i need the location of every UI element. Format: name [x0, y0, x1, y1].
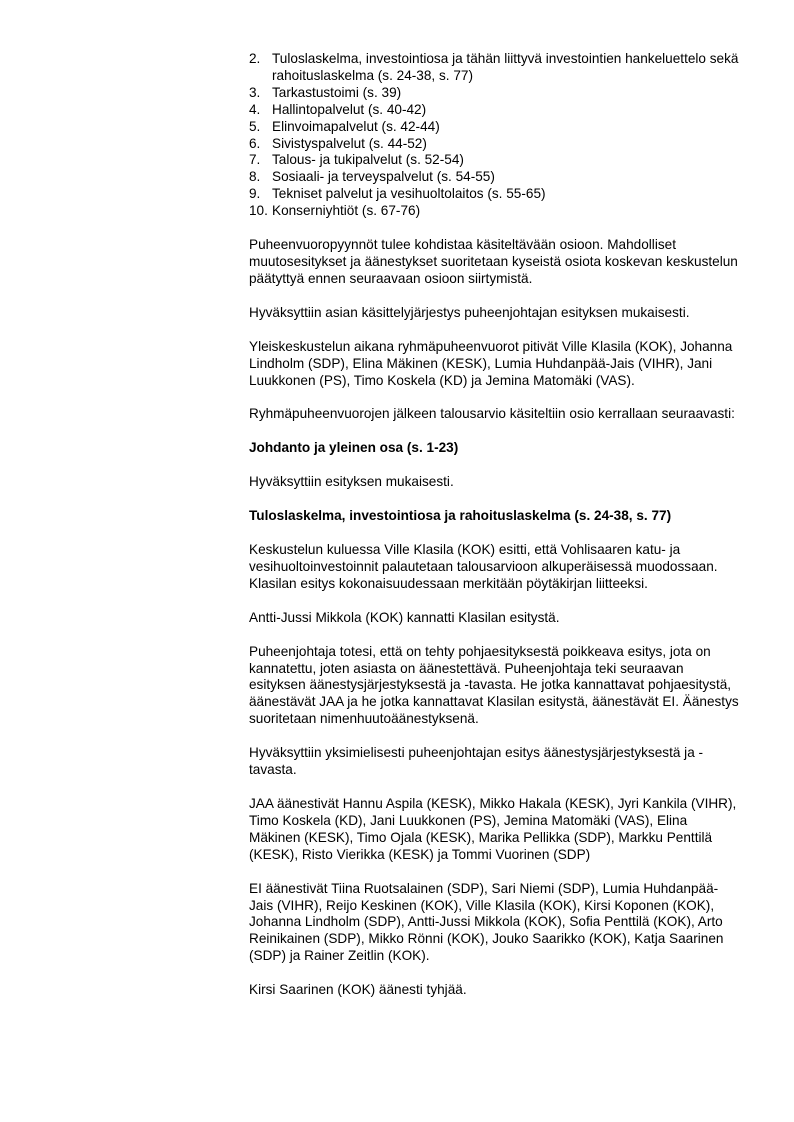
- list-item: [249, 136, 739, 153]
- paragraph-blank-vote: Kirsi Saarinen (KOK) äänesti tyhjää.: [249, 982, 467, 998]
- paragraph-order-approved: Hyväksyttiin asian käsittelyjärjestys puheenjohtajan esityksen mukaisesti.: [249, 304, 690, 320]
- list-item: [249, 119, 739, 136]
- list-item: [249, 85, 739, 102]
- paragraph-yes-votes: JAA äänestivät Hannu Aspila (KESK), Mikko Hakala (KESK), Jyri Kankila (VIHR), Timo Koskela (KD), Jani Luukkonen (PS), Jemina Matomäki (VAS), Elina Mäkinen (KESK), Timo Ojala (KESK), Marika Pellikka (SDP), Markku Penttilä (KESK), Risto Vierikka (KESK) ja Tommi Vuorinen (SDP): [249, 796, 737, 862]
- list-item: [249, 152, 739, 169]
- list-item: [249, 169, 739, 186]
- paragraph-group-speeches: Yleiskeskustelun aikana ryhmäpuheenvuorot pitivät Ville Klasila (KOK), Johanna Lindholm (SDP), Elina Mäkinen (KESK), Lumia Huhdanpää-Jais (VIHR), Jani Luukkonen (PS), Timo Koskela (KD) ja Jemina Matomäki (VAS).: [249, 338, 733, 388]
- section-introduction: [249, 440, 739, 491]
- list-item-text: Tuloslaskelma, investointiosa ja tähän liittyvä investointien hankeluettelo sekä rahoituslaskelma (s. 24-38, s. 77): [272, 51, 739, 83]
- paragraph-mikkola-support: Antti-Jussi Mikkola (KOK) kannatti Klasilan esitystä.: [249, 609, 560, 625]
- list-item-text: Sosiaali- ja terveyspalvelut (s. 54-55): [272, 169, 495, 185]
- section-decision: Hyväksyttiin esityksen mukaisesti.: [249, 474, 454, 490]
- paragraph-processing-order: Ryhmäpuheenvuorojen jälkeen talousarvio käsiteltiin osio kerrallaan seuraavasti:: [249, 406, 735, 422]
- list-item-text: Hallintopalvelut (s. 40-42): [272, 101, 427, 117]
- list-item-text: Tekniset palvelut ja vesihuoltolaitos (s. 55-65): [272, 186, 546, 202]
- list-item: [249, 51, 739, 85]
- list-item-number: 3.: [249, 84, 261, 100]
- list-item-number: 5.: [249, 118, 261, 134]
- agenda-list: [249, 51, 739, 220]
- list-item: [249, 102, 739, 119]
- paragraph-klasila-proposal: Keskustelun kuluessa Ville Klasila (KOK) esitti, että Vohlisaaren katu- ja vesihuoltoinvestoinnit palautetaan talousarvioon alkuperäisessä muodossaan. Klasilan esitys kokonaisuudessaan merkitään pöytäkirjan liitteeksi.: [249, 542, 718, 591]
- paragraph-procedure-approved: Hyväksyttiin yksimielisesti puheenjohtajan esitys äänestysjärjestyksestä ja -tavasta.: [249, 745, 704, 778]
- list-item-number: 4.: [249, 101, 261, 117]
- paragraph-voting-procedure: Puheenjohtaja totesi, että on tehty pohjaesityksestä poikkeava esitys, jota on kannatettu, joten asiasta on äänestettävä. Puheenjohtaja teki seuraavan esityksen äänestysjärjestyksestä ja -tavasta. He jotka kannattavat pohjaesitystä, äänestävät JAA ja he jotka kannattavat Klasilan esitystä, äänestävät EI. Äänestys suoritetaan nimenhuutoäänestyksenä.: [249, 643, 739, 727]
- list-item: [249, 203, 739, 220]
- list-item-text: Konserniyhtiöt (s. 67-76): [272, 203, 421, 219]
- list-item-number: 9.: [249, 186, 261, 202]
- list-item-text: Sivistyspalvelut (s. 44-52): [272, 135, 427, 151]
- list-item-text: Tarkastustoimi (s. 39): [272, 84, 402, 100]
- document-content: [249, 51, 739, 1016]
- list-item-text: Elinvoimapalvelut (s. 42-44): [272, 118, 440, 134]
- list-item-text: Talous- ja tukipalvelut (s. 52-54): [272, 152, 464, 168]
- list-item-number: 6.: [249, 135, 261, 151]
- section-heading: Johdanto ja yleinen osa (s. 1-23): [249, 440, 459, 456]
- list-item-number: 7.: [249, 152, 261, 168]
- paragraph-speech-requests: Puheenvuoropyynnöt tulee kohdistaa käsiteltävään osioon. Mahdolliset muutosesitykset ja äänestykset suoritetaan kyseistä osiota koskevan keskustelun päätyttyä ennen seuraavaan osioon siirtymistä.: [249, 237, 738, 286]
- list-item-number: 8.: [249, 169, 261, 185]
- list-item-number: 2.: [249, 51, 261, 66]
- list-item-number: 10.: [249, 203, 268, 219]
- list-item: [249, 186, 739, 203]
- section-heading: Tuloslaskelma, investointiosa ja rahoituslaskelma (s. 24-38, s. 77): [249, 508, 672, 524]
- paragraph-no-votes: EI äänestivät Tiina Ruotsalainen (SDP), Sari Niemi (SDP), Lumia Huhdanpää-Jais (VIHR), Reijo Keskinen (KOK), Ville Klasila (KOK), Kirsi Koponen (KOK), Johanna Lindholm (SDP), Antti-Jussi Mikkola (KOK), Sofia Penttilä (KOK), Arto Reinikainen (SDP), Mikko Rönni (KOK), Jouko Saarikko (KOK), Katja Saarinen (SDP) ja Rainer Zeitlin (KOK).: [249, 880, 724, 964]
